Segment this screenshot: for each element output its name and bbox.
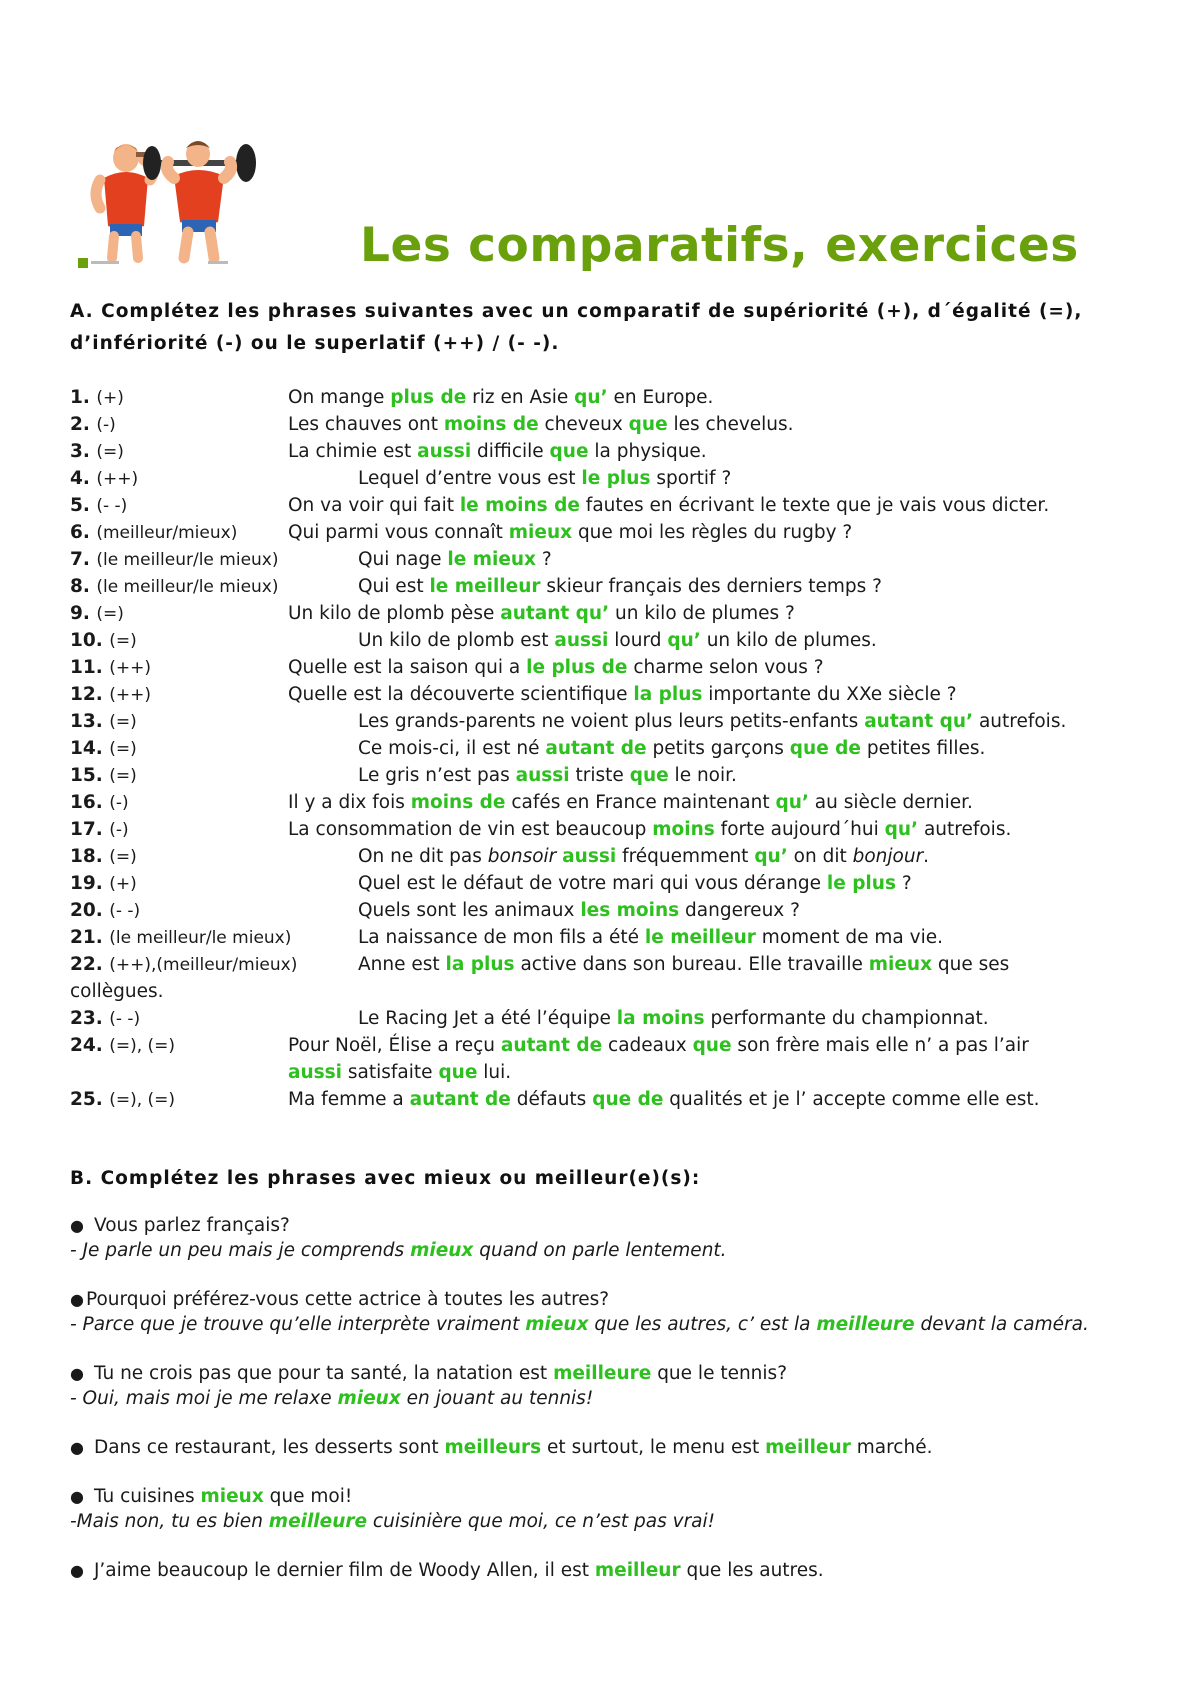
- answer-word: le plus de: [526, 657, 628, 678]
- exercise-row: [70, 762, 1170, 789]
- bullet-answer: - Parce que je trouve qu’elle interprète vraiment mieux que les autres, c’ est la meilleure devant la caméra.: [70, 1314, 1089, 1335]
- exercise-code: (-): [96, 415, 116, 435]
- exercise-sentence: La consommation de vin est beaucoup moins forte aujourd´hui qu’ autrefois.: [288, 819, 1012, 840]
- exercise-sentence: Ce mois-ci, il est né autant de petits garçons que de petites filles.: [358, 738, 986, 759]
- bullet-question: ● Dans ce restaurant, les desserts sont meilleurs et surtout, le menu est meilleur marché.: [70, 1437, 933, 1458]
- exercise-row: [70, 573, 1170, 600]
- exercise-code: (++): [109, 685, 151, 705]
- answer-word: le meilleur: [429, 576, 541, 597]
- exercise-sentence: Ma femme a autant de défauts que de qualités et je l’ accepte comme elle est.: [288, 1089, 1040, 1110]
- exercise-row: [70, 843, 1170, 870]
- exercise-number: 25.: [70, 1089, 110, 1110]
- exercise-sentence: Les chauves ont moins de cheveux que les chevelus.: [288, 414, 794, 435]
- italic-word: bonjour: [852, 846, 924, 867]
- exercise-row: [70, 789, 1170, 816]
- exercise-sentence: On ne dit pas bonsoir aussi fréquemment qu’ on dit bonjour.: [358, 846, 930, 867]
- exercise-sentence: aussi satisfaite que lui.: [288, 1062, 512, 1083]
- exercise-number: 10.: [70, 630, 110, 651]
- exercise-row: [70, 951, 1170, 978]
- italic-word: bonsoir: [487, 846, 557, 867]
- answer-word: autant de: [500, 1035, 603, 1056]
- logo-mark: [78, 258, 88, 268]
- answer-word: moins de: [410, 792, 506, 813]
- answer-word: meilleur: [765, 1437, 851, 1458]
- exercise-sentence: Lequel d’entre vous est le plus sportif ?: [358, 468, 732, 489]
- answer-word: que: [549, 441, 589, 462]
- section-a-instruction: A. Complétez les phrases suivantes avec un comparatif de supériorité (+), d´égalité (=), d’infériorité (-) ou le superlatif (++) / (- -).: [70, 301, 1083, 354]
- exercise-number: 8.: [70, 576, 97, 597]
- exercise-sentence: Un kilo de plomb pèse autant qu’ un kilo de plumes ?: [288, 603, 795, 624]
- answer-word: aussi: [288, 1062, 343, 1083]
- exercise-number: 13.: [70, 711, 110, 732]
- answer-word: que: [692, 1035, 732, 1056]
- exercise-number: 5.: [70, 495, 97, 516]
- exercise-sentence: Le Racing Jet a été l’équipe la moins performante du championnat.: [358, 1008, 989, 1029]
- exercise-code: (=): [96, 442, 124, 462]
- exercise-number: 2.: [70, 414, 97, 435]
- page-title: Les comparatifs, exercices: [360, 218, 1079, 273]
- answer-word: meilleure: [816, 1314, 915, 1335]
- barbell-right-weight: [236, 144, 256, 182]
- exercise-sentence: Les grands-parents ne voient plus leurs petits-enfants autant qu’ autrefois.: [358, 711, 1067, 732]
- answer-word: autant qu’: [500, 603, 610, 624]
- answer-word: que: [629, 765, 669, 786]
- exercise-sentence: collègues.: [70, 981, 164, 1002]
- exercise-row: [70, 681, 1170, 708]
- exercise-number: 4.: [70, 468, 97, 489]
- section-b-instruction: B. Complétez les phrases avec mieux ou meilleur(e)(s):: [70, 1168, 701, 1189]
- bullet-question: ● Tu ne crois pas que pour ta santé, la natation est meilleure que le tennis?: [70, 1363, 788, 1384]
- answer-word: autant de: [409, 1089, 511, 1110]
- barbell-left-weight: [143, 146, 161, 180]
- exercise-code: (- -): [109, 1009, 141, 1029]
- answer-word: mieux: [868, 954, 933, 975]
- right-figure-body: [174, 170, 224, 225]
- answer-word: que de: [789, 738, 861, 759]
- bullet-icon: ●: [70, 1561, 84, 1580]
- answer-word: aussi: [554, 630, 609, 651]
- bullet-item: [70, 1287, 1170, 1337]
- exercise-number: 12.: [70, 684, 110, 705]
- exercise-sentence: Qui est le meilleur skieur français des derniers temps ?: [358, 576, 882, 597]
- exercise-code: (=): [109, 766, 137, 786]
- bullet-question: ● Vous parlez français?: [70, 1215, 290, 1236]
- answer-word: qu’: [574, 387, 608, 408]
- exercise-number: 18.: [70, 846, 110, 867]
- bullet-item: [70, 1361, 1170, 1411]
- answer-word: qu’: [667, 630, 701, 651]
- exercise-code: (le meilleur/le mieux): [96, 550, 279, 570]
- exercise-row: [70, 438, 1170, 465]
- answer-word: mieux: [410, 1240, 474, 1261]
- answer-word: le plus: [581, 468, 651, 489]
- answer-word: mieux: [200, 1486, 264, 1507]
- exercise-sentence: Pour Noël, Élise a reçu autant de cadeaux que son frère mais elle n’ a pas l’air: [288, 1035, 1029, 1056]
- exercise-code: (+): [96, 388, 124, 408]
- exercise-row: [70, 735, 1170, 762]
- exercise-code: (++): [96, 469, 139, 489]
- exercise-sentence: On mange plus de riz en Asie qu’ en Europe.: [288, 387, 714, 408]
- exercise-row: [70, 870, 1170, 897]
- exercise-row: [70, 708, 1170, 735]
- exercise-sentence: Quelle est la découverte scientifique la plus importante du XXe siècle ?: [288, 684, 957, 705]
- exercise-code: (=): [109, 631, 137, 651]
- exercise-code: (le meilleur/le mieux): [109, 928, 292, 948]
- answer-word: les moins: [580, 900, 680, 921]
- exercise-number: 1.: [70, 387, 97, 408]
- exercise-sentence: Le gris n’est pas aussi triste que le noir.: [358, 765, 737, 786]
- left-figure-body: [104, 172, 148, 229]
- answer-word: la plus: [633, 684, 703, 705]
- answer-word: plus de: [390, 387, 467, 408]
- bullet-answer: - Oui, mais moi je me relaxe mieux en jouant au tennis!: [70, 1388, 594, 1409]
- answer-word: qu’: [775, 792, 809, 813]
- exercise-number: 6.: [70, 522, 97, 543]
- exercise-number: 24.: [70, 1035, 110, 1056]
- bullet-item: [70, 1558, 1170, 1583]
- exercise-number: 20.: [70, 900, 110, 921]
- bullet-icon: ●: [70, 1290, 84, 1309]
- exercise-number: 17.: [70, 819, 110, 840]
- answer-word: le plus: [826, 873, 896, 894]
- exercise-row: [70, 897, 1170, 924]
- exercise-row: [70, 1032, 1170, 1059]
- bullet-item: [70, 1213, 1170, 1263]
- exercise-number: 7.: [70, 549, 97, 570]
- exercise-number: 16.: [70, 792, 110, 813]
- answer-word: le meilleur: [644, 927, 756, 948]
- exercise-code: (++),(meilleur/mieux): [109, 955, 298, 975]
- bullet-icon: ●: [70, 1438, 84, 1457]
- exercise-code: (++): [109, 658, 151, 678]
- answer-word: meilleurs: [444, 1437, 542, 1458]
- exercise-number: 9.: [70, 603, 97, 624]
- exercise-number: 11.: [70, 657, 110, 678]
- exercise-row: [70, 600, 1170, 627]
- bullet-item: [70, 1435, 1170, 1460]
- exercise-row: [70, 1086, 1170, 1113]
- exercise-number: 23.: [70, 1008, 110, 1029]
- answer-word: qu’: [884, 819, 919, 840]
- exercise-sentence: Un kilo de plomb est aussi lourd qu’ un kilo de plumes.: [358, 630, 877, 651]
- bullet-answer: -Mais non, tu es bien meilleure cuisinière que moi, ce n’est pas vrai!: [70, 1511, 716, 1532]
- exercise-number: 3.: [70, 441, 97, 462]
- answer-word: le mieux: [447, 549, 536, 570]
- exercise-row-continuation: [70, 978, 1170, 1005]
- exercise-sentence: Quelle est la saison qui a le plus de charme selon vous ?: [288, 657, 824, 678]
- exercise-row: [70, 519, 1170, 546]
- exercise-row: [70, 384, 1170, 411]
- answer-word: moins de: [443, 414, 539, 435]
- exercise-code: (=): [109, 847, 137, 867]
- exercise-row-continuation: [70, 1059, 1170, 1086]
- answer-word: meilleure: [268, 1511, 368, 1532]
- exercise-code: (- -): [96, 496, 128, 516]
- answer-word: aussi: [417, 441, 472, 462]
- answer-word: aussi: [515, 765, 570, 786]
- bullet-icon: ●: [70, 1364, 84, 1383]
- answer-word: autant de: [545, 738, 647, 759]
- exercise-row: [70, 654, 1170, 681]
- exercise-number: 14.: [70, 738, 110, 759]
- exercise-code: (+): [109, 874, 137, 894]
- exercise-code: (=), (=): [109, 1036, 176, 1056]
- answer-word: que: [438, 1062, 478, 1083]
- exercise-sentence: On va voir qui fait le moins de fautes en écrivant le texte que je vais vous dicter.: [288, 495, 1050, 516]
- bullet-question: ● Tu cuisines mieux que moi!: [70, 1486, 353, 1507]
- bullet-question: ● J’aime beaucoup le dernier film de Woody Allen, il est meilleur que les autres.: [70, 1560, 824, 1581]
- answer-word: moins: [652, 819, 715, 840]
- exercise-code: (=): [96, 604, 124, 624]
- exercise-row: [70, 924, 1170, 951]
- bullet-answer: - Je parle un peu mais je comprends mieux quand on parle lentement.: [70, 1240, 727, 1261]
- exercise-sentence: La naissance de mon fils a été le meilleur moment de ma vie.: [358, 927, 943, 948]
- exercise-number: 22.: [70, 954, 110, 975]
- exercise-sentence: Qui parmi vous connaît mieux que moi les règles du rugby ?: [288, 522, 853, 543]
- exercise-sentence: La chimie est aussi difficile que la physique.: [288, 441, 707, 462]
- answer-word: la plus: [445, 954, 515, 975]
- exercise-code: (meilleur/mieux): [96, 523, 238, 543]
- exercise-number: 21.: [70, 927, 110, 948]
- section-a-exercise-list: [70, 384, 1170, 1113]
- exercise-row: [70, 1005, 1170, 1032]
- exercise-row: [70, 816, 1170, 843]
- exercise-code: (- -): [109, 901, 141, 921]
- exercise-code: (=), (=): [109, 1090, 176, 1110]
- section-b-exercise-list: [70, 1213, 1170, 1607]
- exercise-code: (-): [109, 820, 129, 840]
- answer-word: le moins de: [459, 495, 580, 516]
- answer-word: mieux: [508, 522, 573, 543]
- exercise-number: 15.: [70, 765, 110, 786]
- exercise-sentence: Quels sont les animaux les moins dangereux ?: [358, 900, 800, 921]
- bullet-item: [70, 1484, 1170, 1534]
- exercise-row: [70, 411, 1170, 438]
- answer-word: que de: [592, 1089, 664, 1110]
- exercise-sentence: Qui nage le mieux ?: [358, 549, 552, 570]
- exercise-sentence: Anne est la plus active dans son bureau. Elle travaille mieux que ses: [358, 954, 1010, 975]
- exercise-row: [70, 546, 1170, 573]
- weightlifters-illustration: [78, 130, 273, 270]
- answer-word: mieux: [337, 1388, 401, 1409]
- exercise-row: [70, 492, 1170, 519]
- answer-word: meilleur: [594, 1560, 681, 1581]
- exercise-sentence: Il y a dix fois moins de cafés en France maintenant qu’ au siècle dernier.: [288, 792, 973, 813]
- answer-word: mieux: [525, 1314, 589, 1335]
- bullet-icon: ●: [70, 1487, 84, 1506]
- exercise-row: [70, 627, 1170, 654]
- bullet-icon: ●: [70, 1216, 84, 1235]
- exercise-code: (=): [109, 712, 137, 732]
- exercise-code: (=): [109, 739, 137, 759]
- answer-word: la moins: [616, 1008, 705, 1029]
- answer-word: qu’: [754, 846, 788, 867]
- exercise-sentence: Quel est le défaut de votre mari qui vous dérange le plus ?: [358, 873, 912, 894]
- answer-word: aussi: [562, 846, 617, 867]
- bullet-question: ● Pourquoi préférez-vous cette actrice à toutes les autres?: [70, 1289, 610, 1310]
- exercise-code: (le meilleur/le mieux): [96, 577, 279, 597]
- answer-word: que: [628, 414, 668, 435]
- answer-word: meilleure: [553, 1363, 652, 1384]
- answer-word: autant qu’: [864, 711, 974, 732]
- exercise-number: 19.: [70, 873, 110, 894]
- exercise-row: [70, 465, 1170, 492]
- exercise-code: (-): [109, 793, 129, 813]
